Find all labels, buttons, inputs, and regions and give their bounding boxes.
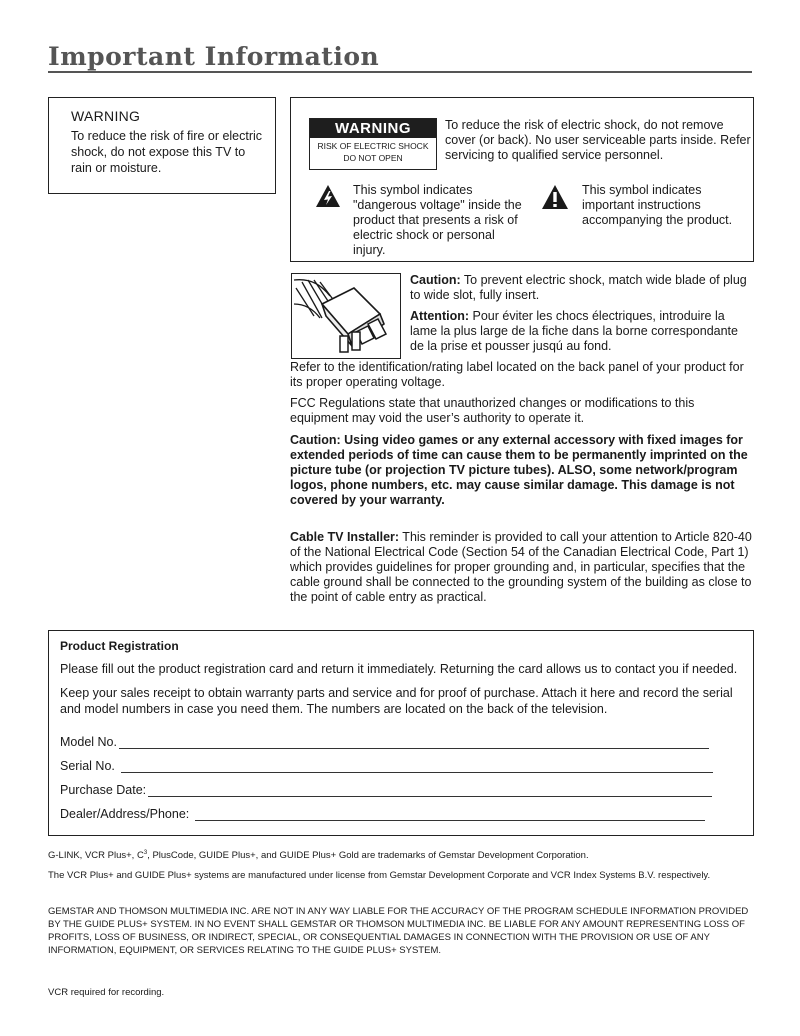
- attention-label: Attention:: [410, 309, 470, 323]
- disclaimer: GEMSTAR AND THOMSON MULTIMEDIA INC. ARE NOT IN ANY WAY LIABLE FOR THE ACCURACY OF THE PROGRAM SCHEDULE INFORMATION PROVIDED BY THE GUIDE PLUS+ SYSTEM. IN NO EVENT SHALL GEMSTAR OR THOMSON MULTIMEDIA INC. BE LIABLE FOR ANY AMOUNT REPRESENTING LOSS OF PROFITS, LOSS OF BUSINESS, OR INDIRECT, SPECIAL, OR CONSEQUENTIAL DAMAGES IN CONNECTION WITH THE PROVISION OR USE OF ANY INFORMATION, EQUIPMENT, OR SERVICES RELATING TO THE GUIDE PLUS+ SYSTEM.: [48, 906, 749, 956]
- trademarks-prefix: G-LINK, VCR Plus+, C: [48, 850, 144, 862]
- cable-installer-paragraph: [290, 530, 756, 605]
- product-registration-box: [48, 630, 754, 836]
- plug-illustration-frame: [291, 273, 401, 359]
- model-number-line: [119, 736, 709, 749]
- dealer-field: [60, 797, 742, 821]
- warning-heading: WARNING: [71, 108, 141, 124]
- plug-caution: [410, 273, 760, 303]
- dealer-label: Dealer/Address/Phone:: [60, 807, 190, 821]
- purchase-date-line: [148, 784, 712, 797]
- registration-heading: Product Registration: [60, 639, 179, 653]
- cable-installer-body: This reminder is provided to call your attention to Article 820-40 of the National Electrical Code (Section 54 of the Canadian Electrical Code, Part 1) which provides guidelines for proper grounding and, in particular, specifies that the cable ground shall be connected to the grounding system of the building as close to the point of cable entry as practical.: [290, 530, 752, 604]
- page-title: Important Information: [48, 42, 380, 71]
- license-note: The VCR Plus+ and GUIDE Plus+ systems are manufactured under license from Gemstar Development Corporate and VCR Index Systems B.V. respectively.: [48, 870, 711, 881]
- vcr-note: VCR required for recording.: [48, 987, 165, 998]
- fcc-paragraph: FCC Regulations state that unauthorized changes or modifications to this equipment may void the user’s authority to operate it.: [290, 396, 695, 425]
- rating-paragraph: Refer to the identification/rating label located on the back panel of your product for its proper operating voltage.: [290, 360, 744, 389]
- dealer-line: [195, 808, 705, 821]
- shock-warning-text: To reduce the risk of electric shock, do not remove cover (or back). No user serviceable parts inside. Refer servicing to qualified service personnel.: [445, 118, 751, 162]
- trademarks-suffix: , PlusCode, GUIDE Plus+, and GUIDE Plus+ Gold are trademarks of Gemstar Development Corporation.: [147, 850, 589, 862]
- shock-warning-box: [290, 97, 754, 262]
- warning-text: To reduce the risk of fire or electric shock, do not expose this TV to rain or moisture.: [71, 129, 263, 175]
- title-rule: [48, 71, 752, 73]
- attention-text: Pour éviter les chocs électriques, introduire la lame la plus large de la fiche dans la borne correspondante de la prise et pousser jusqú au fond.: [410, 309, 738, 353]
- lightning-bolt-triangle-icon: [315, 184, 341, 213]
- serial-number-line: [121, 760, 713, 773]
- warning-label-line2: DO NOT OPEN: [343, 153, 403, 163]
- registration-para2: Keep your sales receipt to obtain warranty parts and service and for proof of purchase. Attach it here and record the serial and model numbers in case you need them. The numbers are located on the back of the television.: [60, 686, 733, 716]
- exclamation-triangle-icon: [541, 184, 569, 215]
- plug-attention: [410, 309, 755, 354]
- plug-attention-paragraph: [410, 309, 755, 354]
- trademarks-note: [48, 847, 752, 862]
- cable-installer-text: [290, 530, 756, 605]
- trademarks-text: [48, 847, 752, 862]
- games-caution-paragraph: Caution: Using video games or any external accessory with fixed images for extended periods of time can cause them to be permanently imprinted on the picture tube (or projection TV picture tubes). ALSO, some network/program logos, phone numbers, etc. may cause similar damage. This damage is not covered by your warranty.: [290, 433, 748, 507]
- cable-installer-label: Cable TV Installer:: [290, 530, 400, 544]
- caution-label: Caution:: [410, 273, 461, 287]
- warning-label: [309, 118, 437, 170]
- purchase-date-field: [60, 773, 742, 797]
- purchase-date-label: Purchase Date:: [60, 783, 147, 797]
- registration-para1: Please fill out the product registration card and return it immediately. Returning the card allows us to contact you if needed.: [60, 662, 738, 676]
- serial-number-field: [60, 749, 742, 773]
- model-number-label: Model No.: [60, 735, 117, 749]
- caution-text: To prevent electric shock, match wide blade of plug to wide slot, fully insert.: [410, 273, 747, 302]
- warning-box: [48, 97, 276, 194]
- serial-number-label: Serial No.: [60, 759, 115, 773]
- warning-label-line1: RISK OF ELECTRIC SHOCK: [317, 141, 429, 151]
- plug-caution-paragraph: [410, 273, 760, 303]
- voltage-symbol-text: This symbol indicates "dangerous voltage" inside the product that presents a risk of electric shock or personal injury.: [353, 183, 522, 257]
- trademarks-superscript: 3: [143, 850, 148, 856]
- model-number-field: [60, 725, 742, 749]
- warning-label-title: WARNING: [310, 119, 436, 138]
- instructions-symbol-text: This symbol indicates important instructions accompanying the product.: [582, 183, 733, 227]
